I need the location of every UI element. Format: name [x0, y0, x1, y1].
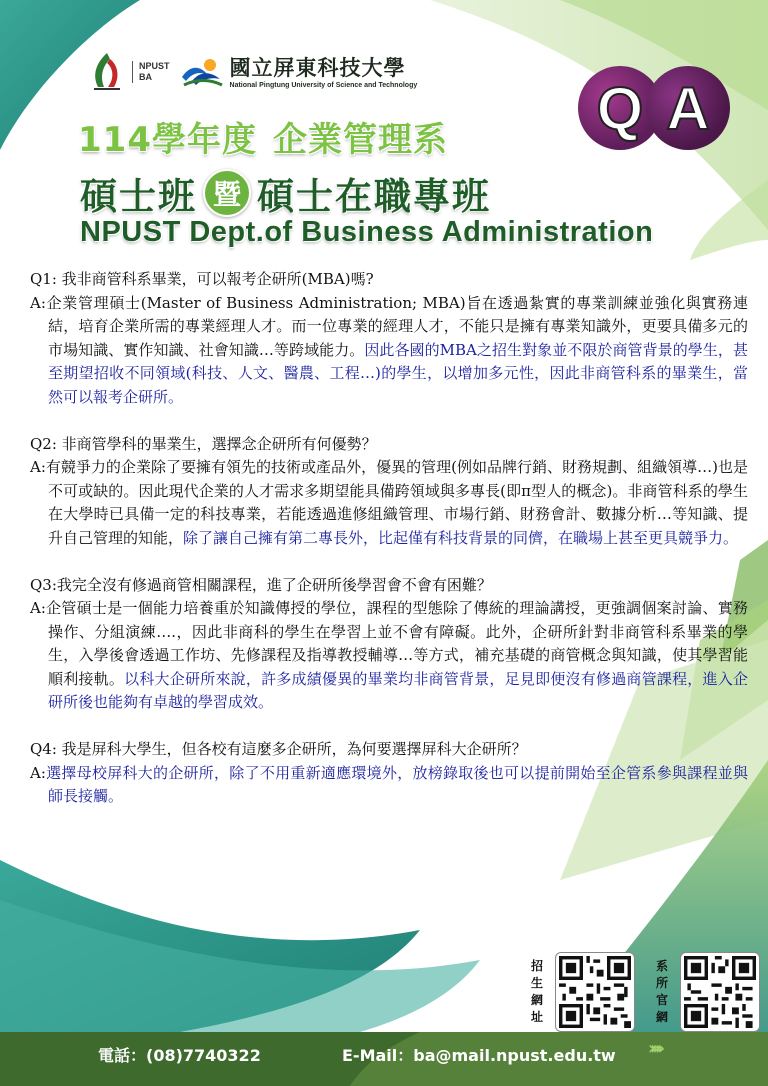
- logo-row: [88, 44, 417, 100]
- title-circle-ji: 暨: [203, 169, 251, 217]
- qa-q-badge: Q: [578, 66, 662, 150]
- qr-code-icon: [684, 956, 756, 1028]
- faq-item-3: [30, 574, 748, 715]
- qr-code-department[interactable]: [680, 952, 760, 1032]
- footer-arrows-icon: ›››››: [648, 1038, 661, 1059]
- answer-highlight: 選擇母校屏科大的企研所，除了不用重新適應環境外，放榜錄取後也可以提前開始至企管系參與課程並與師長接觸。: [45, 763, 748, 805]
- npust-ba-logo-icon: [88, 49, 126, 95]
- university-name-block: [230, 55, 418, 90]
- qr-label-department: 系所官網: [656, 959, 669, 1024]
- answer-highlight: 因此各國的MBA之招生對象並不限於商管背景的學生，甚至期望招收不同領域(科技、人文、醫農、工程…)的學生，以增加多元性，因此非商管科系的畢業生，當然可以報考企研所。: [48, 340, 748, 406]
- faq-item-2: [30, 433, 748, 551]
- answer-prefix: A:: [30, 293, 46, 312]
- answer-text: 有競爭力的企業除了要擁有領先的技術或產品外，優異的管理(例如品牌行銷、財務規劃、組織領導…)也是不可或缺的。因此現代企業的人才需求多期望能具備跨領域與多專長(即π型人的概念)。非商管科系的學生在大學時已具備一定的科技專業，若能透過進修組織管理、市場行銷、財務會計、數據分析…等知識、提升自己管理的知能，: [45, 458, 748, 547]
- faq-answer: [30, 292, 748, 410]
- title-masters: 碩士班: [80, 175, 197, 218]
- logo-ba-text: BA: [139, 72, 152, 82]
- faq-item-4: [30, 738, 748, 809]
- faq-question: Q3:我完全沒有修過商管相關課程，進了企研所後學習會不會有困難？: [30, 575, 492, 594]
- faq-answer: [30, 456, 748, 550]
- university-english-name: National Pingtung University of Science and Technology: [229, 81, 418, 89]
- answer-highlight: 以科大企研所來說，許多成績優異的畢業均非商管背景，足見即便沒有修過商管課程，進入企研所後也能夠有卓越的學習成效。: [48, 669, 748, 711]
- answer-prefix: A:: [30, 763, 46, 782]
- title-in-service: 碩士在職專班: [257, 175, 491, 218]
- faq-item-1: [30, 268, 748, 409]
- answer-highlight: 除了讓自己擁有第二專長外，比起僅有科技背景的同儕，在職場上甚至更具競爭力。: [183, 528, 739, 547]
- logo-text: [132, 61, 170, 83]
- qa-a-badge: A: [646, 66, 730, 150]
- footer-phone[interactable]: 電話：(08)7740322: [98, 1046, 261, 1065]
- faq-question: Q4: 我是屏科大學生，但各校有這麼多企研所，為何要選擇屏科大企研所？: [30, 740, 527, 758]
- qr-code-icon: [559, 956, 631, 1028]
- answer-prefix: A:: [30, 599, 46, 617]
- faq-question: Q2: 非商管學科的畢業生，選擇念企研所有何優勢？: [30, 434, 377, 453]
- title-year: 114學年度: [78, 120, 257, 160]
- footer-email[interactable]: E-Mail：ba@mail.npust.edu.tw: [342, 1046, 616, 1065]
- title-line-2: [80, 166, 491, 220]
- faq-question: Q1: 我非商管科系畢業，可以報考企研所(MBA)嗎?: [30, 270, 374, 288]
- qr-department: [656, 952, 760, 1032]
- logo-npust-text: NPUST: [139, 61, 170, 71]
- faq-content: [30, 268, 748, 832]
- university-wave-logo-icon: [180, 55, 224, 89]
- qr-code-admissions[interactable]: [555, 952, 635, 1032]
- faq-answer: [30, 597, 748, 715]
- title-department: 企業管理系: [272, 120, 448, 160]
- university-name: 國立屏東科技大學: [229, 54, 406, 80]
- answer-prefix: A:: [30, 458, 46, 476]
- faq-answer: [30, 762, 748, 809]
- answer-text: 企業管理碩士(Master of Business Administration; MBA)旨在透過紮實的專業訓練並強化與實務連結，培育企業所需的專業經理人才。而一位專業的經理人才，不能只是擁有專業知識外，更要具備多元的市場知識、實作知識、社會知識…等跨域能力。: [45, 293, 748, 359]
- qr-admissions: [531, 952, 635, 1032]
- title-line-1: [78, 112, 448, 161]
- qr-label-admissions: 招生網址: [531, 959, 544, 1024]
- title-english: NPUST Dept.of Business Administration: [80, 216, 654, 248]
- answer-text: 企管碩士是一個能力培養重於知識傳授的學位，課程的型態除了傳統的理論講授，更強調個案討論、實務操作、分組演練….，因此非商科的學生在學習上並不會有障礙。此外，企研所針對非商管科系畢業的學生，入學後會透過工作坊、先修課程及指導教授輔導…等方式，補充基礎的商管概念與知識，使其學習能順利接軌。: [45, 599, 748, 688]
